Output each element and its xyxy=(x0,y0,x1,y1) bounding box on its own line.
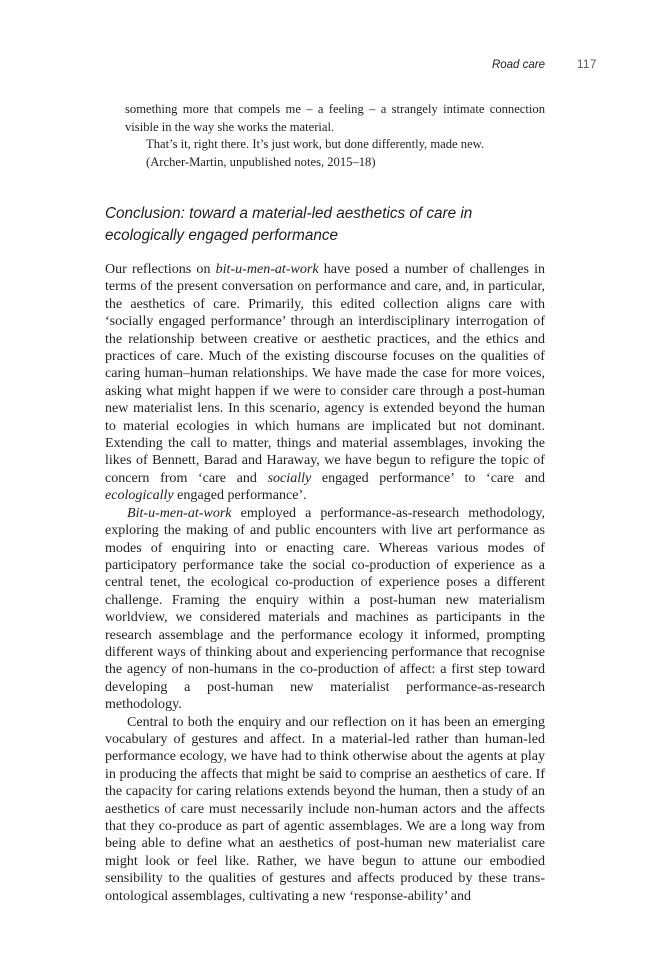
block-quote xyxy=(125,101,545,171)
paragraph: Central to both the enquiry and our reflection on it has been an emerging vocabulary of gestures and affect. In a material-led rather than human-led performance ecology, we have had to think otherwise about the agents at play in producing the affects that might be said to comprise an aesthetics of care. If the capacity for caring relations extends beyond the human, then a study of an aesthetics of care must necessarily include non-human actors and the affects that they co-produce as part of agentic assemblages. We are a long way from being able to define what an aesthetics of post-human new materialist care might look or feel like. Rather, we have begun to attune our embodied sensibility to the qualities of gestures and affects produced by these trans-ontological assemblages, cultivating a new ‘response-ability’ and xyxy=(105,713,545,904)
running-head-title: Road care xyxy=(491,59,545,71)
body-text xyxy=(105,261,545,905)
running-head xyxy=(0,59,650,75)
section-heading xyxy=(105,203,545,247)
quote-citation: (Archer-Martin, unpublished notes, 2015–18) xyxy=(146,154,376,169)
quote-line: That’s it, right there. It’s just work, but done differently, made new. xyxy=(146,137,485,151)
paragraph: Our reflections on bit-u-men-at-work have posed a number of challenges in terms of the present conversation on performance and care, and, in particular, the aesthetics of care. Primarily, this edited collection aligns care with ‘socially engaged performance’ through an interdisciplinary interrogation of the relationship between creative or aesthetic practices, and the ethics and practices of care. Much of the existing discourse focuses on the qualities of caring human–human relationships. We have made the case for more voices, asking what might happen if we were to consider care through a post-human new materialist lens. In this scenario, agency is extended beyond the human to material ecologies in which humans are implicated but not dominant. Extending the call to matter, things and material assemblages, invoking the likes of Bennett, Barad and Haraway, we have begun to refigure the topic of concern from ‘care and socially engaged performance’ to ‘care and ecologically engaged performance’. xyxy=(105,261,545,504)
page-number: 117 xyxy=(577,59,597,71)
section-heading-line: ecologically engaged performance xyxy=(105,227,339,244)
work-title: bit-u-men-at-work xyxy=(215,261,319,277)
section-heading-line: Conclusion: toward a material-led aesthetics of care in xyxy=(105,205,473,222)
work-title: Bit-u-men-at-work xyxy=(127,504,232,521)
paragraph: Bit-u-men-at-work employed a performance-as-research methodology, exploring the making of and public encounters with live art performance as modes of enquiring into or enacting care. Whereas various modes of participatory performance take the social co-production of experience as a central tenet, the ecological co-production of experience poses a different challenge. Framing the enquiry within a post-human new materialism worldview, we considered materials and machines as participants in the research assemblage and the performance ecology it informed, prompting different ways of thinking about and experiencing performance that recognise the agency of non-humans in the co-production of affect: a first step toward developing a post-human new materialist performance-as-research methodology. xyxy=(105,504,545,713)
quote-line: something more that compels me – a feeling – a strangely intimate connection visible in the way she works the material. xyxy=(125,102,545,134)
